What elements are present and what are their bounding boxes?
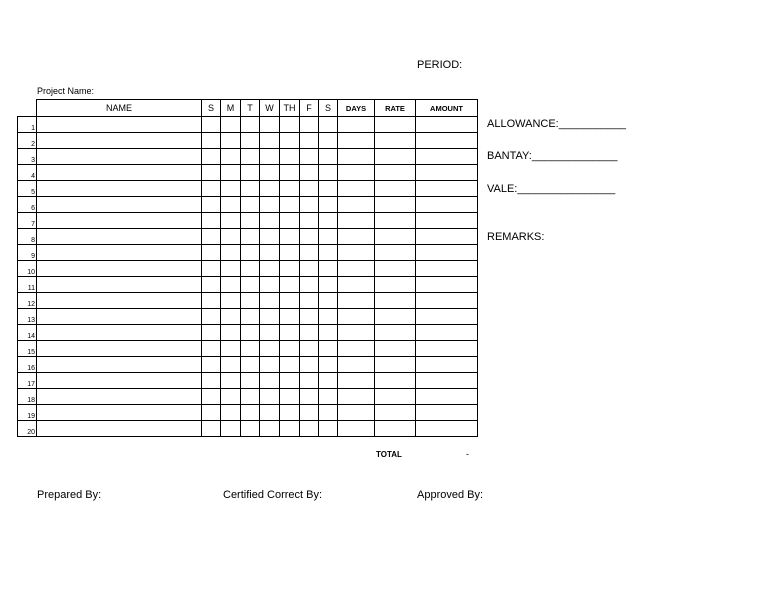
row-number: 1 bbox=[18, 117, 37, 133]
table-cell[interactable] bbox=[37, 309, 202, 325]
table-cell[interactable] bbox=[37, 245, 202, 261]
table-cell[interactable] bbox=[416, 293, 478, 309]
table-row bbox=[18, 293, 478, 309]
table-cell[interactable] bbox=[280, 373, 300, 389]
row-number: 6 bbox=[18, 197, 37, 213]
row-number: 5 bbox=[18, 181, 37, 197]
column-header-sat: S bbox=[319, 100, 338, 117]
table-cell[interactable] bbox=[202, 293, 221, 309]
table-cell[interactable] bbox=[375, 389, 416, 405]
table-row bbox=[18, 373, 478, 389]
table-cell[interactable] bbox=[37, 325, 202, 341]
table-row bbox=[18, 389, 478, 405]
table-cell[interactable] bbox=[260, 389, 280, 405]
table-cell[interactable] bbox=[241, 373, 260, 389]
table-cell[interactable] bbox=[375, 181, 416, 197]
table-cell[interactable] bbox=[319, 181, 338, 197]
table-cell[interactable] bbox=[241, 197, 260, 213]
table-cell[interactable] bbox=[241, 229, 260, 245]
table-row bbox=[18, 149, 478, 165]
table-cell[interactable] bbox=[241, 309, 260, 325]
table-cell[interactable] bbox=[202, 357, 221, 373]
table-cell[interactable] bbox=[260, 261, 280, 277]
table-row bbox=[18, 421, 478, 437]
table-cell[interactable] bbox=[241, 405, 260, 421]
table-cell[interactable] bbox=[221, 197, 241, 213]
table-row bbox=[18, 181, 478, 197]
table-cell[interactable] bbox=[280, 165, 300, 181]
column-header-rate: RATE bbox=[375, 100, 416, 117]
table-cell[interactable] bbox=[416, 357, 478, 373]
table-cell[interactable] bbox=[300, 165, 319, 181]
table-cell[interactable] bbox=[375, 309, 416, 325]
table-cell[interactable] bbox=[416, 405, 478, 421]
table-cell[interactable] bbox=[280, 133, 300, 149]
table-cell[interactable] bbox=[338, 421, 375, 437]
table-cell[interactable] bbox=[260, 229, 280, 245]
table-cell[interactable] bbox=[202, 213, 221, 229]
table-cell[interactable] bbox=[241, 421, 260, 437]
table-cell[interactable] bbox=[241, 325, 260, 341]
table-cell[interactable] bbox=[338, 405, 375, 421]
table-cell[interactable] bbox=[37, 277, 202, 293]
table-cell[interactable] bbox=[375, 373, 416, 389]
table-cell[interactable] bbox=[416, 389, 478, 405]
remarks-label: REMARKS: bbox=[487, 231, 545, 243]
project-name-label: Project Name: bbox=[37, 86, 95, 96]
table-cell[interactable] bbox=[221, 149, 241, 165]
table-cell[interactable] bbox=[300, 133, 319, 149]
table-cell[interactable] bbox=[202, 261, 221, 277]
row-number: 20 bbox=[18, 421, 37, 437]
row-number: 15 bbox=[18, 341, 37, 357]
table-cell[interactable] bbox=[241, 117, 260, 133]
table-cell[interactable] bbox=[260, 373, 280, 389]
table-cell[interactable] bbox=[338, 261, 375, 277]
table-cell[interactable] bbox=[37, 149, 202, 165]
table-cell[interactable] bbox=[338, 245, 375, 261]
table-cell[interactable] bbox=[300, 245, 319, 261]
table-row bbox=[18, 165, 478, 181]
table-cell[interactable] bbox=[338, 181, 375, 197]
table-cell[interactable] bbox=[375, 229, 416, 245]
table-cell[interactable] bbox=[280, 117, 300, 133]
table-row bbox=[18, 229, 478, 245]
table-cell[interactable] bbox=[202, 245, 221, 261]
table-cell[interactable] bbox=[319, 405, 338, 421]
table-cell[interactable] bbox=[221, 245, 241, 261]
table-cell[interactable] bbox=[338, 357, 375, 373]
table-cell[interactable] bbox=[202, 149, 221, 165]
table-cell[interactable] bbox=[375, 357, 416, 373]
table-cell[interactable] bbox=[280, 245, 300, 261]
table-cell[interactable] bbox=[300, 405, 319, 421]
table-cell[interactable] bbox=[37, 405, 202, 421]
column-header-days: DAYS bbox=[338, 100, 375, 117]
column-header-name: NAME bbox=[37, 100, 202, 117]
table-cell[interactable] bbox=[241, 261, 260, 277]
table-cell[interactable] bbox=[319, 341, 338, 357]
total-value: - bbox=[466, 449, 469, 459]
table-cell[interactable] bbox=[280, 309, 300, 325]
table-cell[interactable] bbox=[202, 117, 221, 133]
table-cell[interactable] bbox=[202, 229, 221, 245]
table-cell[interactable] bbox=[37, 389, 202, 405]
table-cell[interactable] bbox=[221, 373, 241, 389]
table-cell[interactable] bbox=[221, 341, 241, 357]
table-cell[interactable] bbox=[260, 277, 280, 293]
table-cell[interactable] bbox=[260, 149, 280, 165]
table-cell[interactable] bbox=[260, 325, 280, 341]
table-row bbox=[18, 341, 478, 357]
table-row bbox=[18, 197, 478, 213]
approved-by-label: Approved By: bbox=[417, 489, 484, 501]
table-cell[interactable] bbox=[300, 341, 319, 357]
row-number: 11 bbox=[18, 277, 37, 293]
table-cell[interactable] bbox=[300, 181, 319, 197]
table-cell[interactable] bbox=[416, 245, 478, 261]
table-row bbox=[18, 325, 478, 341]
table-cell[interactable] bbox=[375, 245, 416, 261]
table-cell[interactable] bbox=[338, 165, 375, 181]
table-cell[interactable] bbox=[375, 213, 416, 229]
table-cell[interactable] bbox=[300, 357, 319, 373]
table-cell[interactable] bbox=[241, 165, 260, 181]
table-cell[interactable] bbox=[375, 133, 416, 149]
prepared-by-label: Prepared By: bbox=[37, 489, 102, 501]
row-number: 12 bbox=[18, 293, 37, 309]
table-cell[interactable] bbox=[280, 405, 300, 421]
row-number: 3 bbox=[18, 149, 37, 165]
row-number: 17 bbox=[18, 373, 37, 389]
table-cell[interactable] bbox=[338, 149, 375, 165]
table-cell[interactable] bbox=[37, 181, 202, 197]
table-cell[interactable] bbox=[221, 133, 241, 149]
table-cell[interactable] bbox=[202, 421, 221, 437]
table-cell[interactable] bbox=[338, 389, 375, 405]
table-cell[interactable] bbox=[241, 389, 260, 405]
table-cell[interactable] bbox=[375, 117, 416, 133]
table-cell[interactable] bbox=[260, 213, 280, 229]
table-cell[interactable] bbox=[241, 181, 260, 197]
column-header-tue: T bbox=[241, 100, 260, 117]
table-cell[interactable] bbox=[280, 213, 300, 229]
table-cell[interactable] bbox=[300, 117, 319, 133]
table-cell[interactable] bbox=[319, 117, 338, 133]
table-cell[interactable] bbox=[416, 133, 478, 149]
row-number: 8 bbox=[18, 229, 37, 245]
table-cell[interactable] bbox=[221, 405, 241, 421]
table-cell[interactable] bbox=[338, 309, 375, 325]
row-number: 16 bbox=[18, 357, 37, 373]
table-cell[interactable] bbox=[202, 277, 221, 293]
table-cell[interactable] bbox=[260, 293, 280, 309]
table-cell[interactable] bbox=[280, 229, 300, 245]
table-cell[interactable] bbox=[416, 197, 478, 213]
table-body bbox=[18, 117, 478, 437]
row-number: 10 bbox=[18, 261, 37, 277]
table-cell[interactable] bbox=[319, 245, 338, 261]
table-cell[interactable] bbox=[319, 229, 338, 245]
table-cell[interactable] bbox=[260, 245, 280, 261]
table-cell[interactable] bbox=[300, 389, 319, 405]
payroll-table bbox=[17, 99, 478, 437]
table-cell[interactable] bbox=[416, 213, 478, 229]
table-cell[interactable] bbox=[37, 341, 202, 357]
table-cell[interactable] bbox=[280, 341, 300, 357]
table-cell[interactable] bbox=[300, 149, 319, 165]
table-cell[interactable] bbox=[221, 389, 241, 405]
table-cell[interactable] bbox=[37, 229, 202, 245]
table-cell[interactable] bbox=[260, 357, 280, 373]
table-cell[interactable] bbox=[280, 261, 300, 277]
table-cell[interactable] bbox=[241, 213, 260, 229]
table-cell[interactable] bbox=[241, 149, 260, 165]
table-row bbox=[18, 309, 478, 325]
table-cell[interactable] bbox=[260, 117, 280, 133]
table-cell[interactable] bbox=[338, 373, 375, 389]
table-cell[interactable] bbox=[221, 293, 241, 309]
table-cell[interactable] bbox=[221, 309, 241, 325]
table-cell[interactable] bbox=[260, 133, 280, 149]
table-cell[interactable] bbox=[280, 421, 300, 437]
table-cell[interactable] bbox=[319, 293, 338, 309]
table-cell[interactable] bbox=[300, 213, 319, 229]
certified-by-label: Certified Correct By: bbox=[223, 489, 323, 501]
table-cell[interactable] bbox=[202, 405, 221, 421]
table-cell[interactable] bbox=[319, 325, 338, 341]
table-cell[interactable] bbox=[260, 309, 280, 325]
table-cell[interactable] bbox=[375, 341, 416, 357]
table-cell[interactable] bbox=[338, 133, 375, 149]
table-cell[interactable] bbox=[375, 293, 416, 309]
table-cell[interactable] bbox=[241, 293, 260, 309]
table-cell[interactable] bbox=[300, 261, 319, 277]
table-cell[interactable] bbox=[416, 117, 478, 133]
table-cell[interactable] bbox=[319, 149, 338, 165]
table-cell[interactable] bbox=[300, 421, 319, 437]
table-cell[interactable] bbox=[375, 421, 416, 437]
table-cell[interactable] bbox=[37, 261, 202, 277]
table-cell[interactable] bbox=[202, 389, 221, 405]
table-cell[interactable] bbox=[300, 309, 319, 325]
table-cell[interactable] bbox=[300, 197, 319, 213]
table-cell[interactable] bbox=[416, 341, 478, 357]
table-cell[interactable] bbox=[416, 373, 478, 389]
table-cell[interactable] bbox=[241, 357, 260, 373]
table-cell[interactable] bbox=[338, 197, 375, 213]
column-header-fri: F bbox=[300, 100, 319, 117]
table-cell[interactable] bbox=[338, 325, 375, 341]
total-label: TOTAL bbox=[376, 450, 402, 459]
table-cell[interactable] bbox=[221, 213, 241, 229]
table-cell[interactable] bbox=[221, 261, 241, 277]
table-cell[interactable] bbox=[338, 117, 375, 133]
table-cell[interactable] bbox=[319, 213, 338, 229]
table-cell[interactable] bbox=[319, 357, 338, 373]
table-cell[interactable] bbox=[280, 149, 300, 165]
table-cell[interactable] bbox=[260, 197, 280, 213]
table-cell[interactable] bbox=[416, 229, 478, 245]
table-cell[interactable] bbox=[300, 293, 319, 309]
table-row bbox=[18, 357, 478, 373]
table-cell[interactable] bbox=[221, 229, 241, 245]
table-cell[interactable] bbox=[37, 357, 202, 373]
table-cell[interactable] bbox=[416, 261, 478, 277]
table-cell[interactable] bbox=[260, 405, 280, 421]
table-cell[interactable] bbox=[319, 309, 338, 325]
table-cell[interactable] bbox=[280, 293, 300, 309]
row-number: 19 bbox=[18, 405, 37, 421]
table-cell[interactable] bbox=[37, 213, 202, 229]
table-header-row bbox=[18, 100, 478, 117]
table-cell[interactable] bbox=[338, 229, 375, 245]
row-number: 18 bbox=[18, 389, 37, 405]
table-cell[interactable] bbox=[202, 133, 221, 149]
table-cell[interactable] bbox=[202, 373, 221, 389]
table-cell[interactable] bbox=[300, 373, 319, 389]
table-cell[interactable] bbox=[202, 197, 221, 213]
table-cell[interactable] bbox=[416, 325, 478, 341]
table-cell[interactable] bbox=[37, 373, 202, 389]
table-cell[interactable] bbox=[241, 341, 260, 357]
table-row bbox=[18, 213, 478, 229]
column-header-sun: S bbox=[202, 100, 221, 117]
table-cell[interactable] bbox=[260, 165, 280, 181]
row-number: 9 bbox=[18, 245, 37, 261]
column-header-mon: M bbox=[221, 100, 241, 117]
row-number: 13 bbox=[18, 309, 37, 325]
table-cell[interactable] bbox=[338, 213, 375, 229]
table-cell[interactable] bbox=[416, 165, 478, 181]
table-cell[interactable] bbox=[319, 197, 338, 213]
table-cell[interactable] bbox=[221, 325, 241, 341]
table-cell[interactable] bbox=[280, 389, 300, 405]
table-cell[interactable] bbox=[202, 341, 221, 357]
bantay-field: BANTAY:______________ bbox=[487, 150, 618, 162]
table-cell[interactable] bbox=[375, 325, 416, 341]
table-cell[interactable] bbox=[375, 277, 416, 293]
table-cell[interactable] bbox=[202, 325, 221, 341]
table-cell[interactable] bbox=[375, 197, 416, 213]
table-cell[interactable] bbox=[241, 277, 260, 293]
table-cell[interactable] bbox=[416, 149, 478, 165]
column-header-thu: TH bbox=[280, 100, 300, 117]
table-cell[interactable] bbox=[260, 341, 280, 357]
table-cell[interactable] bbox=[416, 309, 478, 325]
table-row bbox=[18, 245, 478, 261]
table-cell[interactable] bbox=[375, 165, 416, 181]
table-cell[interactable] bbox=[221, 181, 241, 197]
table-cell[interactable] bbox=[280, 277, 300, 293]
table-cell[interactable] bbox=[375, 261, 416, 277]
table-cell[interactable] bbox=[241, 245, 260, 261]
table-cell[interactable] bbox=[260, 181, 280, 197]
table-cell[interactable] bbox=[221, 117, 241, 133]
table-cell[interactable] bbox=[202, 165, 221, 181]
table-cell[interactable] bbox=[338, 341, 375, 357]
table-row bbox=[18, 261, 478, 277]
table-cell[interactable] bbox=[202, 181, 221, 197]
table-cell[interactable] bbox=[37, 165, 202, 181]
table-cell[interactable] bbox=[37, 117, 202, 133]
table-row bbox=[18, 117, 478, 133]
table-cell[interactable] bbox=[319, 389, 338, 405]
vale-field: VALE:________________ bbox=[487, 183, 616, 195]
table-cell[interactable] bbox=[300, 277, 319, 293]
table-cell[interactable] bbox=[221, 357, 241, 373]
table-cell[interactable] bbox=[338, 293, 375, 309]
table-cell[interactable] bbox=[416, 421, 478, 437]
table-cell[interactable] bbox=[300, 325, 319, 341]
table-cell[interactable] bbox=[37, 421, 202, 437]
period-label: PERIOD: bbox=[417, 59, 463, 71]
table-cell[interactable] bbox=[241, 133, 260, 149]
row-number: 2 bbox=[18, 133, 37, 149]
table-cell[interactable] bbox=[221, 421, 241, 437]
table-cell[interactable] bbox=[221, 165, 241, 181]
table-cell[interactable] bbox=[319, 133, 338, 149]
row-number-header bbox=[18, 100, 37, 117]
table-row bbox=[18, 405, 478, 421]
table-cell[interactable] bbox=[37, 293, 202, 309]
row-number: 14 bbox=[18, 325, 37, 341]
table-cell[interactable] bbox=[221, 277, 241, 293]
table-cell[interactable] bbox=[319, 421, 338, 437]
table-cell[interactable] bbox=[319, 277, 338, 293]
table-cell[interactable] bbox=[416, 181, 478, 197]
table-cell[interactable] bbox=[319, 165, 338, 181]
table-cell[interactable] bbox=[280, 181, 300, 197]
table-cell[interactable] bbox=[338, 277, 375, 293]
allowance-field: ALLOWANCE:___________ bbox=[487, 118, 627, 130]
row-number: 4 bbox=[18, 165, 37, 181]
table-cell[interactable] bbox=[319, 261, 338, 277]
row-number: 7 bbox=[18, 213, 37, 229]
table-cell[interactable] bbox=[37, 133, 202, 149]
table-cell[interactable] bbox=[280, 325, 300, 341]
table-cell[interactable] bbox=[280, 197, 300, 213]
table-cell[interactable] bbox=[375, 405, 416, 421]
table-cell[interactable] bbox=[260, 421, 280, 437]
table-cell[interactable] bbox=[37, 197, 202, 213]
column-header-amount: AMOUNT bbox=[416, 100, 478, 117]
table-row bbox=[18, 133, 478, 149]
table-cell[interactable] bbox=[416, 277, 478, 293]
column-header-wed: W bbox=[260, 100, 280, 117]
table-cell[interactable] bbox=[202, 309, 221, 325]
table-cell[interactable] bbox=[319, 373, 338, 389]
table-cell[interactable] bbox=[280, 357, 300, 373]
table-cell[interactable] bbox=[300, 229, 319, 245]
table-row bbox=[18, 277, 478, 293]
table-cell[interactable] bbox=[375, 149, 416, 165]
